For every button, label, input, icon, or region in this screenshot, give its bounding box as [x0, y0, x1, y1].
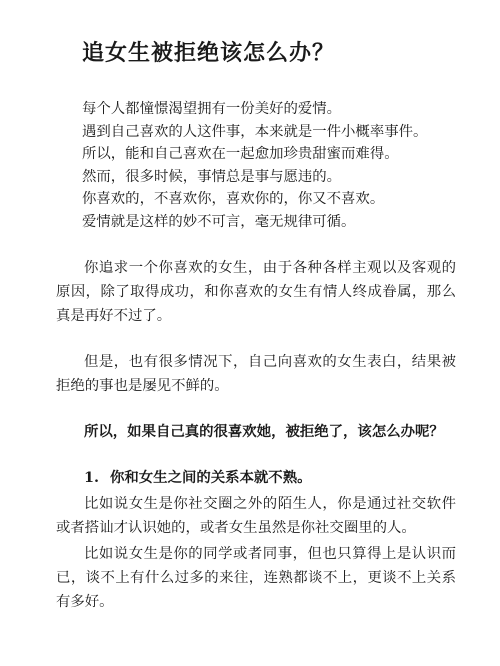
intro-line: 然而，很多时候，事情总是事与愿违的。	[82, 168, 342, 185]
paragraph-pursuit: 你追求一个你喜欢的女生，由于各种各样主观以及客观的原因，除了取得成功，和你喜欢的女生有情人终成眷属，那么真是再好不过了。	[56, 259, 456, 324]
section-title: 你和女生之间的关系本就不熟。	[110, 468, 312, 486]
paragraph-rejection: 但是，也有很多情况下，自己向喜欢的女生表白，结果被拒绝的事也是屡见不鲜的。	[56, 353, 456, 394]
intro-line: 每个人都憧憬渴望拥有一份美好的爱情。	[82, 101, 342, 117]
section-paragraph: 比如说女生是你社交圈之外的陌生人，你是通过社交软件或者搭讪才认识她的，或者女生虽然是你社交圈里的人。	[56, 495, 456, 536]
intro-line: 爱情就是这样的妙不可言，毫无规律可循。	[82, 213, 356, 230]
intro-line: 你喜欢的，不喜欢你，喜欢你的，你又不喜欢。	[82, 191, 385, 208]
intro-line: 所以，能和自己喜欢在一起愈加珍贵甜蜜而难得。	[82, 146, 399, 163]
section-number: 1.	[84, 468, 100, 486]
section-heading	[56, 466, 456, 490]
intro-line: 遇到自己喜欢的人这件事，本来就是一件小概率事件。	[82, 123, 428, 140]
intro-lines	[82, 98, 456, 234]
question-heading: 所以，如果自己真的很喜欢她，被拒绝了，该怎么办呢？	[84, 422, 444, 440]
section-paragraph: 比如说女生是你的同学或者同事，但也只算得上是认识而已，谈不上有什么过多的来往，连熟都谈不上，更谈不上关系有多好。	[56, 545, 456, 610]
article-title: 追女生被拒绝该怎么办？	[82, 40, 336, 66]
